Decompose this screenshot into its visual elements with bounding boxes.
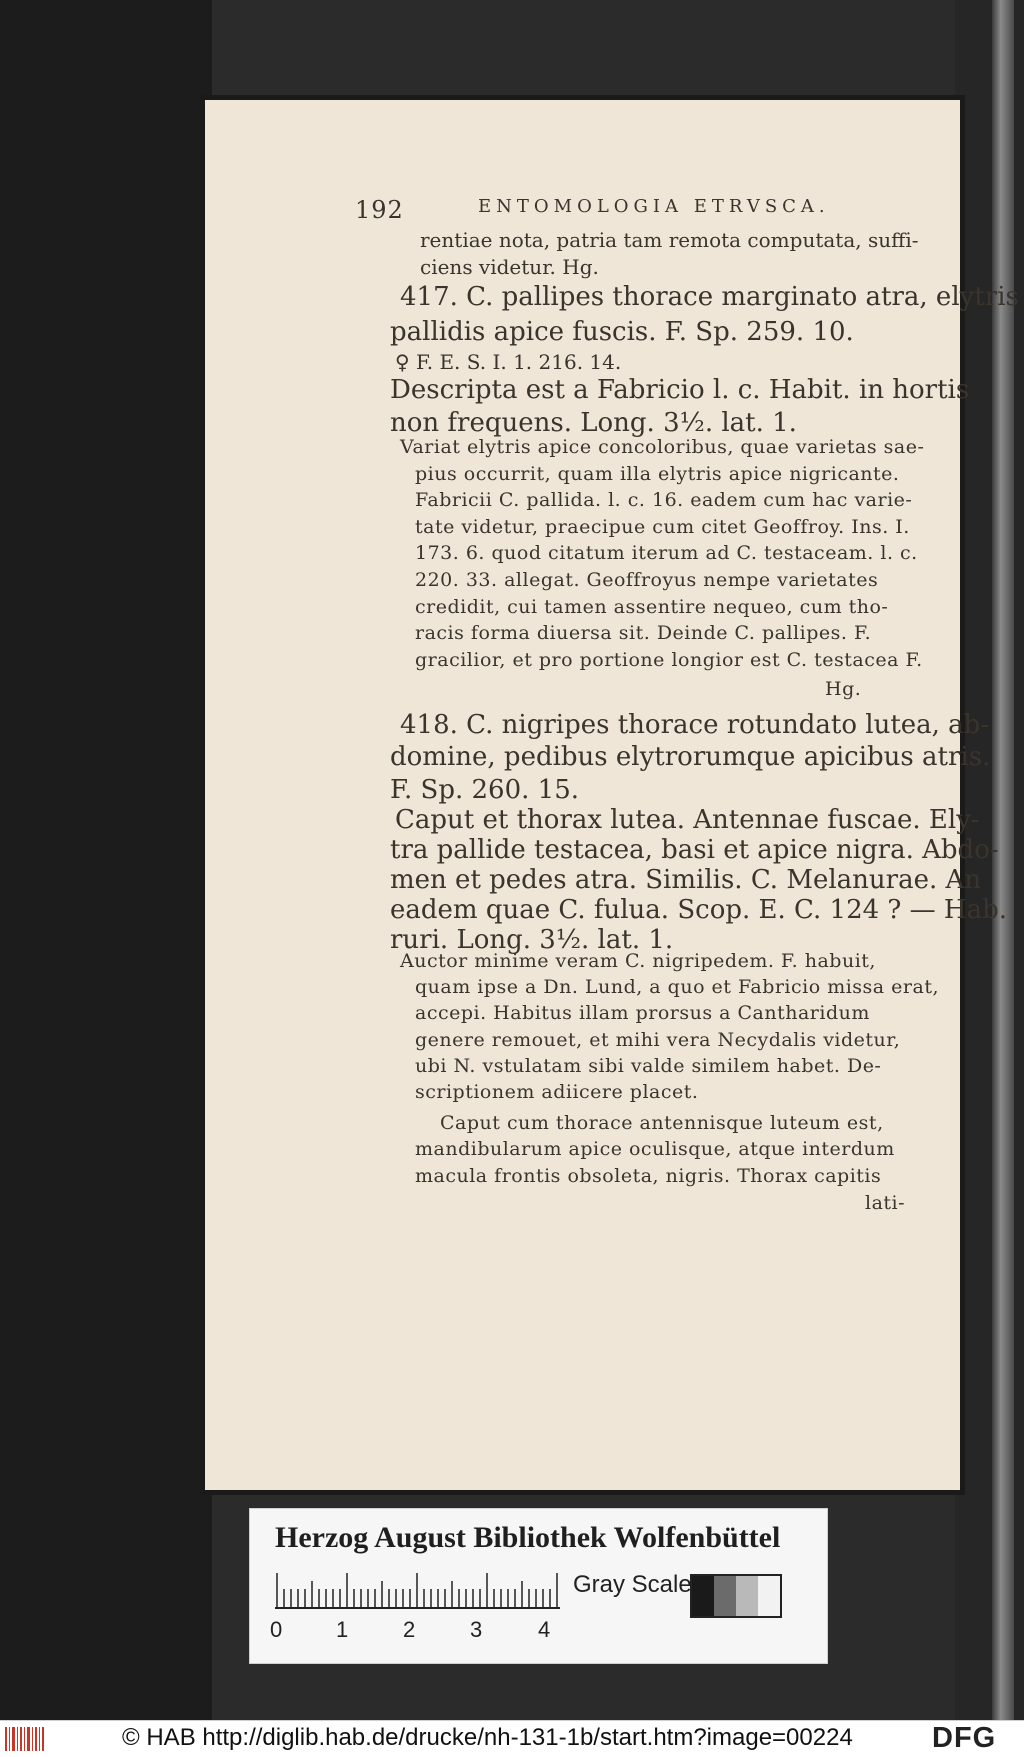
ruler-number: 4 (538, 1617, 551, 1642)
ruler-icon (275, 1571, 560, 1609)
book-page (205, 100, 1019, 1490)
ruler-number: 0 (270, 1617, 283, 1642)
text-line: gracilior, et pro portione longior est C. testacea F. (415, 649, 923, 671)
gray-scale-label: Gray Scale (573, 1571, 692, 1598)
footer-bar (0, 1720, 1024, 1757)
text-line: Caput cum thorace antennisque luteum est, (440, 1112, 884, 1134)
text-line: Hg. (825, 678, 862, 700)
text-line: Caput et thorax lutea. Antennae fuscae. Ely- (395, 805, 980, 835)
barcode-icon (4, 1725, 46, 1753)
text-line: lati- (865, 1192, 906, 1214)
text-line: scriptionem adiicere placet. (415, 1081, 699, 1103)
text-line: tra pallide testacea, basi et apice nigra. Abdo- (390, 835, 999, 865)
text-line: ♀ F. E. S. I. 1. 216. 14. (395, 350, 622, 374)
text-line: genere remouet, et mihi vera Necydalis videtur, (415, 1029, 901, 1051)
text-line: F. Sp. 260. 15. (390, 775, 580, 805)
text-line: 418. C. nigripes thorace rotundato lutea, ab- (400, 710, 990, 740)
gray-swatch (714, 1576, 736, 1616)
ruler-number: 2 (403, 1617, 416, 1642)
text-line: credidit, cui tamen assentire nequeo, cum tho- (415, 596, 889, 618)
text-line: men et pedes atra. Similis. C. Melanurae. An (390, 865, 982, 895)
ruler-number: 1 (336, 1617, 349, 1642)
text-line: ubi N. vstulatam sibi valde similem habet. De- (415, 1055, 882, 1077)
text-line: 220. 33. allegat. Geoffroyus nempe varietates (415, 569, 879, 591)
text-line: Auctor minime veram C. nigripedem. F. habuit, (400, 950, 876, 972)
gray-scale-swatch (690, 1574, 782, 1618)
text-line: tate videtur, praecipue cum citet Geoffroy. Ins. I. (415, 516, 910, 538)
dfg-logo: DFG (932, 1722, 997, 1754)
text-line: pius occurrit, quam illa elytris apice nigricante. (415, 463, 900, 485)
scan-background-left (0, 0, 212, 1720)
reference-card (249, 1508, 828, 1664)
text-line: eadem quae C. fulua. Scop. E. C. 124 ? — Hab. (390, 895, 1007, 925)
gray-swatch (692, 1576, 714, 1616)
running-title: ENTOMOLOGIA ETRVSCA. (478, 196, 830, 217)
text-line: mandibularum apice oculisque, atque interdum (415, 1138, 895, 1160)
text-line: Descripta est a Fabricio l. c. Habit. in hortis (390, 375, 970, 405)
ruler-number: 3 (470, 1617, 483, 1642)
gray-swatch (758, 1576, 780, 1616)
page-number: 192 (355, 196, 404, 224)
text-line: rentiae nota, patria tam remota computata, suffi- (420, 228, 919, 252)
text-line: quam ipse a Dn. Lund, a quo et Fabricio missa erat, (415, 976, 939, 998)
text-line: 417. C. pallipes thorace marginato atra, elytris (400, 282, 1019, 312)
text-line: 173. 6. quod citatum iterum ad C. testaceam. l. c. (415, 542, 918, 564)
text-line: ruri. Long. 3½. lat. 1. (390, 925, 674, 955)
library-title: Herzog August Bibliothek Wolfenbüttel (275, 1521, 781, 1554)
text-line: Variat elytris apice concoloribus, quae varietas sae- (400, 436, 925, 458)
gray-swatch (736, 1576, 758, 1616)
footer-copyright-link[interactable]: © HAB http://diglib.hab.de/drucke/nh-131-1b/start.htm?image=00224 (122, 1724, 853, 1751)
text-line: accepi. Habitus illam prorsus a Cantharidum (415, 1002, 870, 1024)
text-line: domine, pedibus elytrorumque apicibus atris. (390, 742, 991, 772)
text-line: ciens videtur. Hg. (420, 255, 599, 279)
text-line: pallidis apice fuscis. F. Sp. 259. 10. (390, 317, 854, 347)
text-line: racis forma diuersa sit. Deinde C. pallipes. F. (415, 622, 872, 644)
text-line: non frequens. Long. 3½. lat. 1. (390, 408, 797, 438)
text-line: macula frontis obsoleta, nigris. Thorax capitis (415, 1165, 882, 1187)
text-line: Fabricii C. pallida. l. c. 16. eadem cum hac varie- (415, 489, 913, 511)
